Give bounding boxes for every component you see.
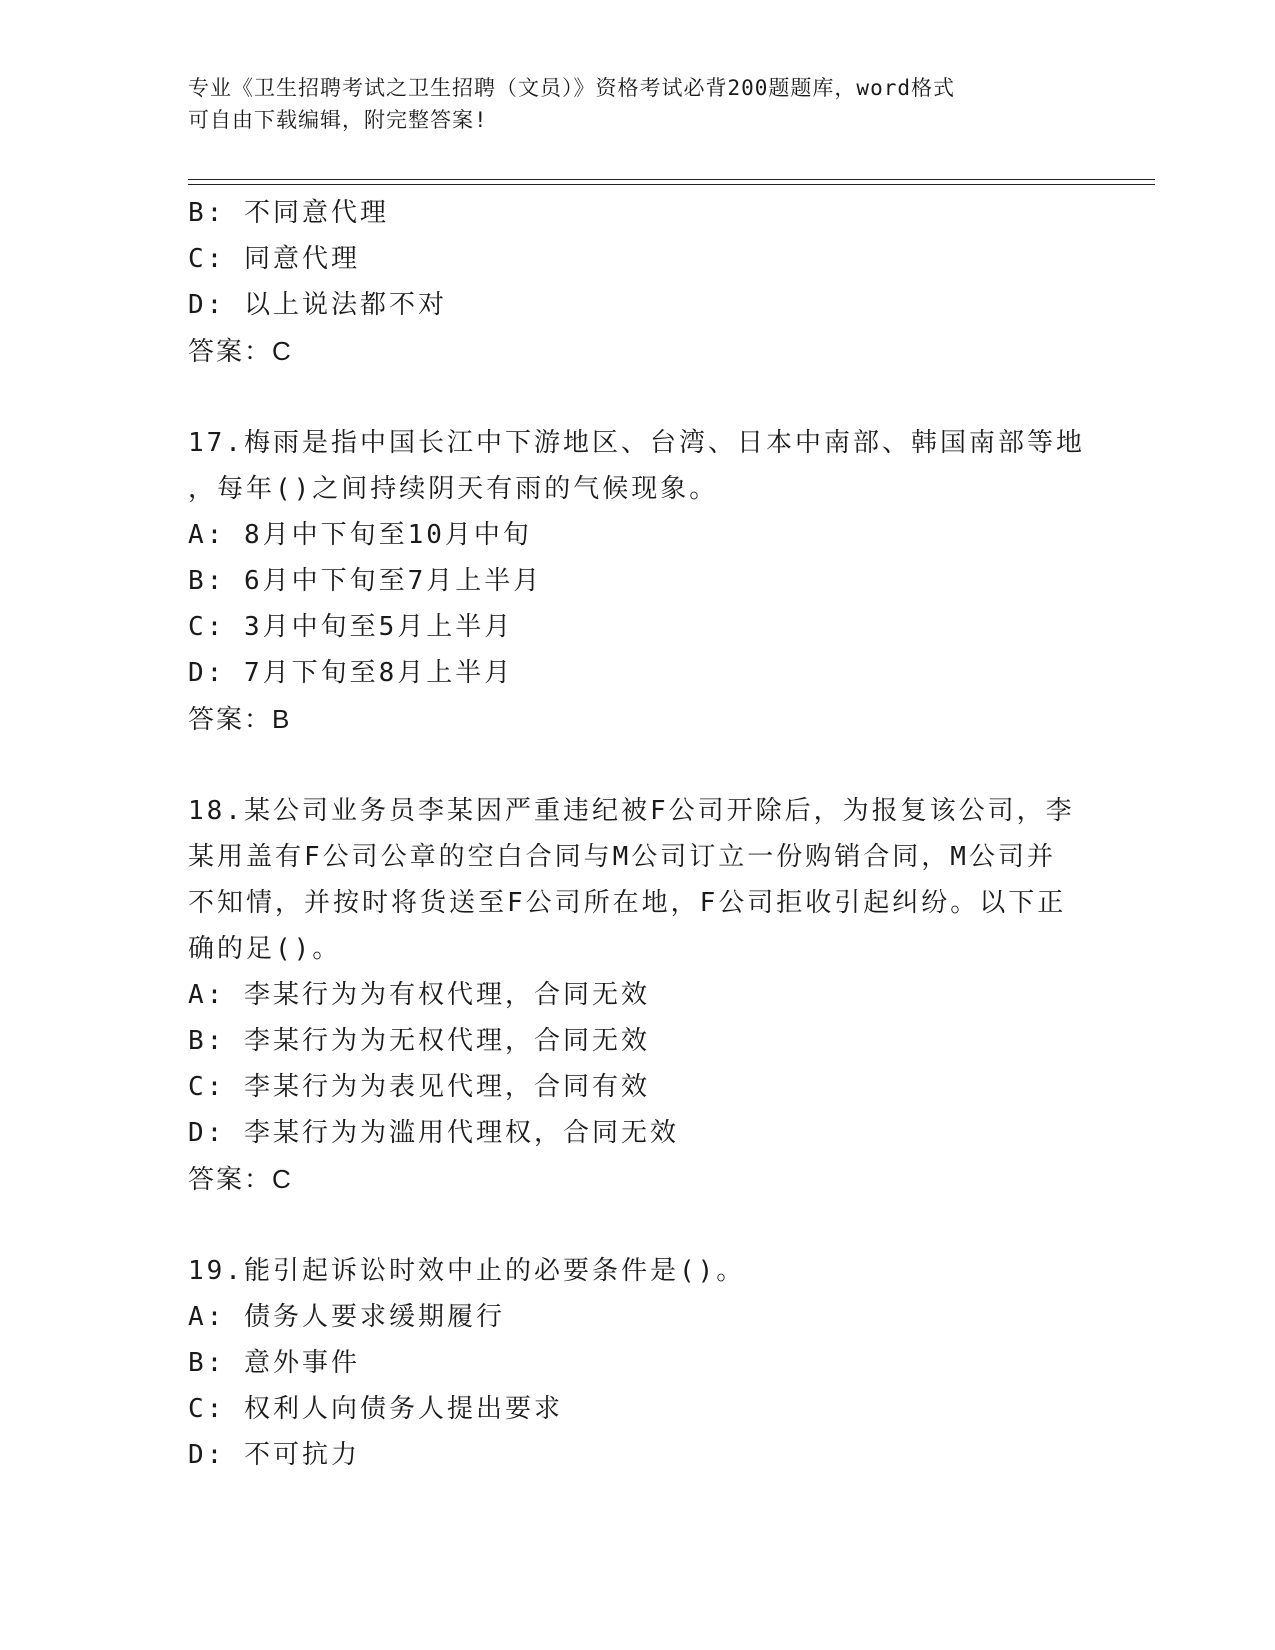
header-divider-top [188, 179, 1155, 180]
question-stem-line: 确的足()。 [188, 934, 342, 964]
question-stem-line: ，每年()之间持续阴天有雨的气候现象。 [188, 474, 719, 504]
question-17 [188, 420, 1088, 742]
option-a: A: 李某行为为有权代理，合同无效 [188, 980, 650, 1010]
question-16-continued [188, 190, 1088, 374]
header-title-line-1: 专业《卫生招聘考试之卫生招聘（文员）》资格考试必背200题题库，word格式 [188, 76, 955, 100]
question-stem [188, 788, 1088, 972]
spacer [188, 742, 1088, 788]
option-a: A: 债务人要求缓期履行 [188, 1302, 505, 1332]
answer-line: 答案：B [188, 704, 292, 734]
option-c: C: 3月中旬至5月上半月 [188, 612, 514, 642]
option-d: D: 不可抗力 [188, 1440, 360, 1470]
option-d: D: 7月下旬至8月上半月 [188, 658, 514, 688]
question-18 [188, 788, 1088, 1202]
question-stem-line: 19.能引起诉讼时效中止的必要条件是()。 [188, 1256, 746, 1286]
document-header [188, 72, 1088, 136]
question-stem-line: 18.某公司业务员李某因严重违纪被F公司开除后，为报复该公司，李 [188, 796, 1075, 826]
question-list [188, 190, 1088, 1478]
option-d: D: 以上说法都不对 [188, 290, 447, 320]
header-title-line-2: 可自由下载编辑，附完整答案! [188, 108, 488, 132]
option-b: B: 不同意代理 [188, 198, 389, 228]
option-b: B: 6月中下旬至7月上半月 [188, 566, 543, 596]
spacer [188, 374, 1088, 420]
option-b: B: 李某行为为无权代理，合同无效 [188, 1026, 650, 1056]
question-stem [188, 1248, 1088, 1294]
option-c: C: 李某行为为表见代理，合同有效 [188, 1072, 650, 1102]
question-stem-line: 某用盖有F公司公章的空白合同与M公司订立一份购销合同，M公司并 [188, 842, 1056, 872]
question-19 [188, 1248, 1088, 1478]
header-divider-bottom [188, 184, 1155, 185]
answer-line: 答案：C [188, 336, 293, 366]
question-stem-line: 不知情，并按时将货送至F公司所在地，F公司拒收引起纠纷。以下正 [188, 888, 1067, 918]
spacer [188, 1202, 1088, 1248]
option-c: C: 权利人向债务人提出要求 [188, 1394, 563, 1424]
option-a: A: 8月中下旬至10月中旬 [188, 520, 532, 550]
question-stem [188, 420, 1088, 512]
option-b: B: 意外事件 [188, 1348, 360, 1378]
answer-line: 答案：C [188, 1164, 293, 1194]
option-c: C: 同意代理 [188, 244, 360, 274]
question-stem-line: 17.梅雨是指中国长江中下游地区、台湾、日本中南部、韩国南部等地 [188, 428, 1085, 458]
option-d: D: 李某行为为滥用代理权，合同无效 [188, 1118, 679, 1148]
